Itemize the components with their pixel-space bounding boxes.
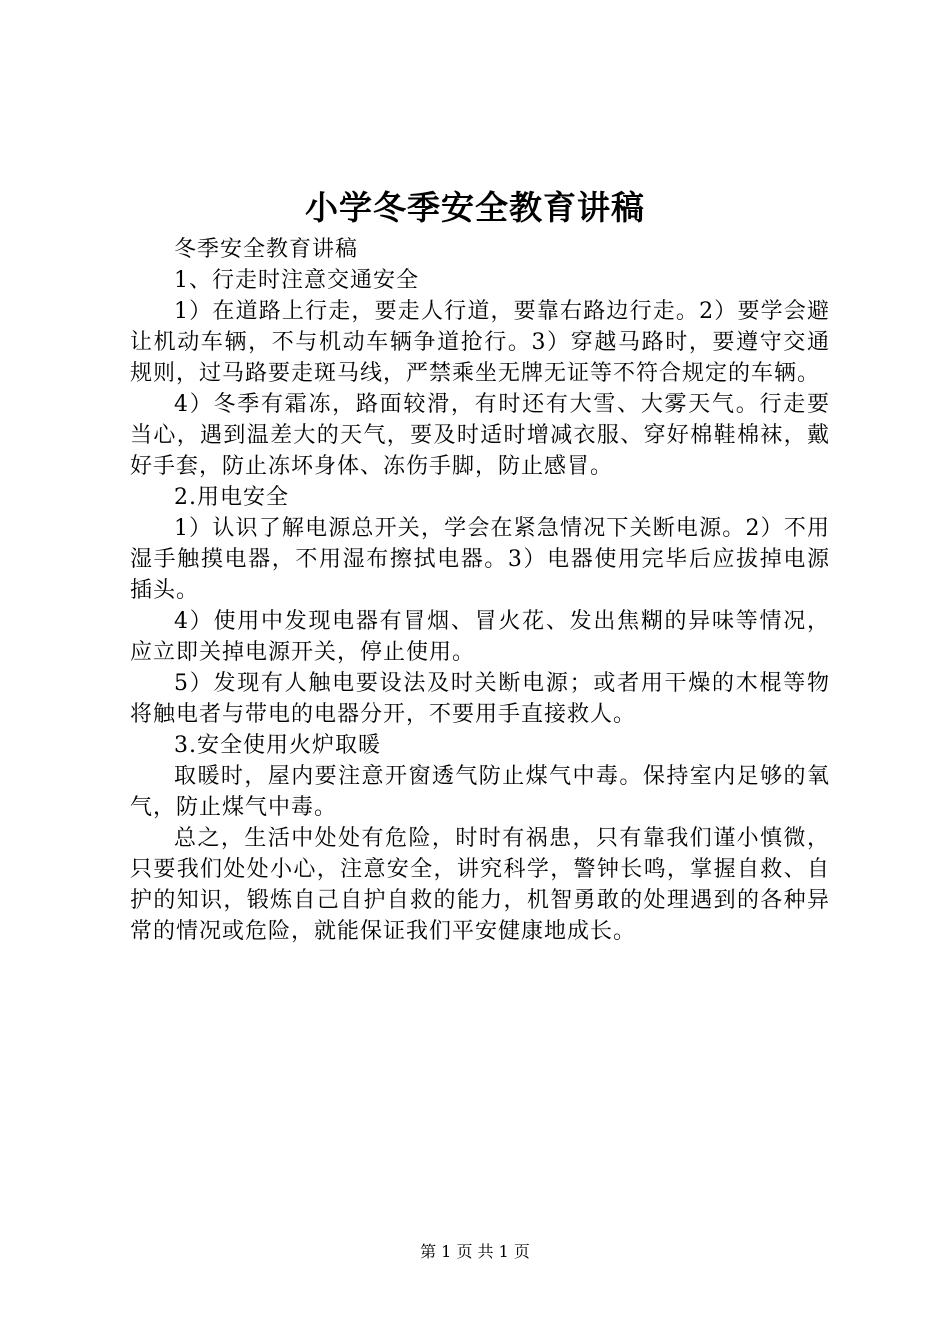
section-heading-traffic: 1、行走时注意交通安全 [174,268,419,293]
paragraph-appliance-smoke: 4）使用中发现电器有冒烟、冒火花、发出焦糊的异味等情况，应立即关掉电源开关，停止使用。 [130,609,830,665]
paragraph-electric-shock: 5）发现有人触电要设法及时关断电源；或者用干燥的木棍等物将触电者与带电的电器分开，不要用手直接救人。 [130,671,830,727]
paragraph-winter-walking: 4）冬季有霜冻，路面较滑，有时还有大雪、大雾天气。行走要当心，遇到温差大的天气，要及时适时增减衣服、穿好棉鞋棉袜，戴好手套，防止冻坏身体、冻伤手脚，防止感冒。 [130,392,830,479]
paragraph-power-switch: 1）认识了解电源总开关，学会在紧急情况下关断电源。2）不用湿手触摸电器，不用湿布擦拭电器。3）电器使用完毕后应拔掉电源插头。 [130,516,830,603]
page-number-footer: 第 1 页 共 1 页 [420,1242,530,1261]
paragraph-conclusion: 总之，生活中处处有危险，时时有祸患，只有靠我们谨小慎微，只要我们处处小心，注意安全，讲究科学，警钟长鸣，掌握自救、自护的知识，锻炼自己自护自救的能力，机智勇敢的处理遇到的各种异常的情况或危险，就能保证我们平安健康地成长。 [130,826,830,944]
section-heading-electricity: 2.用电安全 [174,485,289,510]
paragraph-traffic-rules: 1）在道路上行走，要走人行道，要靠右路边行走。2）要学会避让机动车辆，不与机动车辆争道抢行。3）穿越马路时，要遵守交通规则，过马路要走斑马线，严禁乘坐无牌无证等不符合规定的车辆。 [130,299,830,386]
document-body [130,234,830,947]
section-heading-heating: 3.安全使用火炉取暖 [174,733,381,758]
paragraph-ventilation: 取暖时，屋内要注意开窗透气防止煤气中毒。保持室内足够的氧气，防止煤气中毒。 [130,764,830,820]
document-title: 小学冬季安全教育讲稿 [305,188,645,227]
paragraph-subtitle: 冬季安全教育讲稿 [174,237,359,262]
